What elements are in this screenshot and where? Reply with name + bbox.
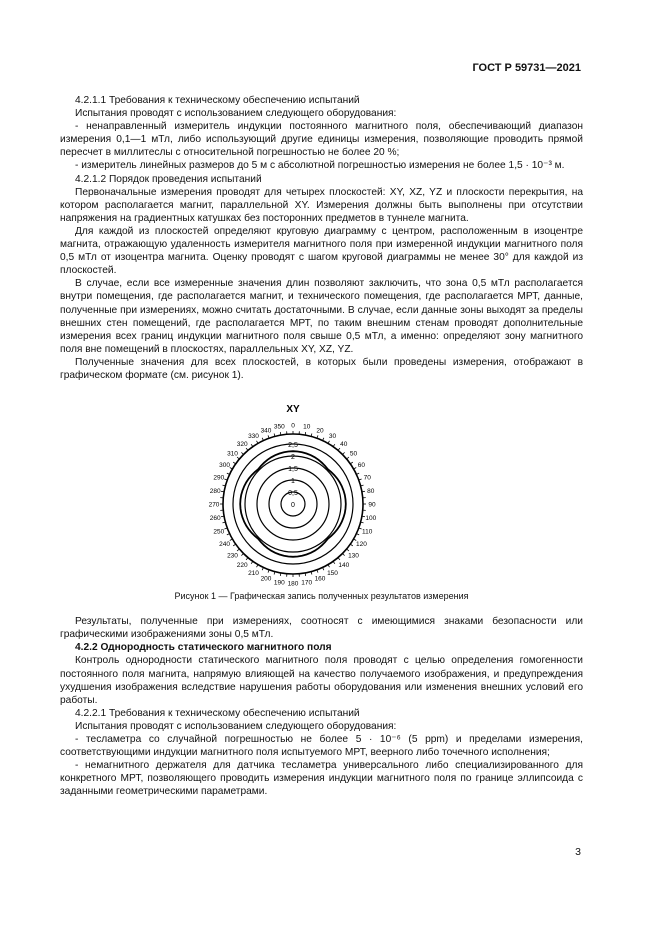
polar-tick (338, 448, 340, 450)
page-content (60, 94, 583, 798)
angle-label: 120 (355, 541, 367, 549)
polar-tick (241, 452, 243, 454)
paragraph: Полученные значения для всех плоскостей, в которых были проведены измерения, отображают в графическом формате (см. рисунок 1). (60, 356, 583, 381)
polar-tick (347, 549, 349, 551)
angle-label: 220 (236, 562, 248, 570)
paragraph: 4.2.2.1 Требования к техническому обеспечению испытаний (75, 707, 360, 719)
angle-label: 290 (213, 474, 225, 482)
angle-label: 280 (209, 487, 221, 495)
polar-tick (342, 452, 344, 454)
angle-label: 140 (338, 562, 350, 570)
polar-tick (237, 549, 239, 551)
angle-label: 70 (363, 474, 371, 482)
angle-label: 330 (248, 433, 259, 441)
document-id: ГОСТ Р 59731—2021 (472, 62, 581, 74)
figure-caption: Рисунок 1 — Графическая запись полученных результатов измерения (174, 591, 469, 602)
paragraph: 4.2.2 Однородность статического магнитного поля (75, 642, 332, 654)
angle-label: 40 (340, 441, 348, 449)
radial-label: 0,5 (288, 490, 298, 498)
angle-label: 320 (236, 441, 248, 449)
polar-tick (342, 554, 344, 556)
chart-title: XY (286, 404, 300, 416)
radial-label: 0 (291, 502, 295, 510)
polar-tick (338, 558, 340, 560)
paragraph: Контроль однородности статического магнитного поля проводят с целью определения гомогенности постоянного поля магнита, напрямую влияющей на качество получаемого изображения, и предупреждения ухудшения изображения вследствие нарушения работы оборудования или изменения внешних условий его работы. (60, 655, 583, 706)
angle-label: 0 (291, 422, 295, 430)
angle-label: 170 (301, 579, 313, 587)
angle-label: 150 (327, 569, 338, 577)
angle-label: 190 (273, 579, 285, 587)
angle-label: 20 (316, 427, 324, 435)
angle-label: 250 (213, 528, 225, 536)
polar-tick (305, 432, 306, 435)
angle-label: 160 (314, 575, 326, 583)
polar-tick (347, 457, 349, 459)
paragraph: 4.2.1.2 Порядок проведения испытаний (75, 173, 262, 185)
angle-label: 50 (349, 450, 358, 458)
polar-tick (221, 491, 224, 492)
radial-label: 2,5 (288, 442, 298, 450)
angle-label: 30 (328, 433, 337, 441)
page-number: 3 (575, 846, 581, 858)
angle-label: 100 (365, 515, 377, 523)
radial-label: 2 (291, 454, 295, 462)
angle-label: 340 (260, 427, 272, 435)
angle-label: 130 (348, 552, 359, 560)
angle-label: 80 (367, 487, 375, 495)
polar-tick (241, 554, 243, 556)
paragraph: 4.2.1.1 Требования к техническому обеспечению испытаний (75, 95, 360, 106)
angle-label: 10 (303, 423, 311, 431)
angle-label: 270 (208, 501, 220, 509)
paragraph: Испытания проводят с использованием следующего оборудования: (75, 108, 397, 120)
paragraph: - немагнитного держателя для датчика тесламетра универсального либо специализированного для конкретного МРТ, позволяющего проводить измерения индукции магнитного поля по границе эллипсоида с заданными геометрическими параметрами. (60, 760, 583, 798)
polar-figure (60, 400, 583, 588)
top-paragraphs (60, 94, 583, 382)
paragraph: Результаты, полученные при измерениях, соотносят с имеющимися знаками безопасности или графическими изображениями зоны 0,5 мТл. (60, 616, 583, 641)
paragraph: - тесламетра со случайной погрешностью не более 5 · 10⁻⁶ (5 ppm) и пределами измерения, соответствующими индукции магнитного поля испытуемого МРТ, веерного либо точечного исполнения; (60, 734, 583, 759)
angle-label: 260 (209, 515, 221, 523)
polar-chart (208, 400, 425, 588)
polar-tick (221, 516, 224, 517)
paragraph: - ненаправленный измеритель индукции постоянного магнитного поля, обеспечивающий диапазон измерения 0,1—1 мТл, либо использующий другие единицы измерения, позволяющие проводить прямой пересчет в миллитеслы с относительной погрешностью не более 20 %; (60, 121, 583, 159)
paragraph: - измеритель линейных размеров до 5 м с абсолютной погрешностью измерения не более 1,5 · 10⁻³ м. (75, 160, 565, 172)
angle-label: 350 (273, 423, 285, 431)
radial-label: 1,5 (288, 466, 298, 474)
angle-label: 110 (362, 528, 373, 536)
angle-label: 90 (368, 501, 376, 509)
bottom-paragraphs (60, 615, 583, 798)
polar-tick (246, 558, 248, 560)
polar-tick (280, 573, 281, 576)
polar-tick (246, 448, 248, 450)
paragraph: Испытания проводят с использованием следующего оборудования: (75, 720, 397, 732)
angle-label: 200 (260, 575, 272, 583)
angle-label: 210 (248, 569, 259, 577)
angle-label: 240 (219, 541, 231, 549)
radial-label: 1 (291, 478, 295, 486)
angle-label: 300 (219, 462, 231, 470)
angle-label: 310 (227, 450, 238, 458)
polar-tick (305, 573, 306, 576)
polar-tick (280, 432, 281, 435)
angle-label: 180 (287, 580, 299, 588)
paragraph: Для каждой из плоскостей определяют круговую диаграмму с центром, расположенным в изоцентре магнита, отражающую удаленность измерителя магнитного поля при измеренной индукции магнитного поля 0,5 мТл от изоцентра магнита. Оценку проводят с шагом круговой диаграммы не менее 30° для каждой из плоскостей. (60, 225, 583, 277)
paragraph: В случае, если все измеренные значения длин позволяют заключить, что зона 0,5 мТл располагается внутри помещения, где располагается магнит, и технического помещения, где располагается МРТ, данные, полученные при измерениях, можно считать достаточными. В случае, если данные зоны выходят за пределы внешних стен помещений, где располагается МРТ, по таким внешним стенам проводят дополнительные измерения всех границ индукции магнитного поля свыше 0,5 мТл, а именно: определяют зону магнитного поля вне помещений в плоскостях, параллельных XY, XZ, YZ. (60, 278, 583, 355)
angle-label: 230 (227, 552, 238, 560)
paragraph: Первоначальные измерения проводят для четырех плоскостей: XY, XZ, YZ и плоскости перекрытия, на котором располагается магнит, параллельной XY. Измерения должны быть выполнены при отсутствии напряжения на градиентных катушках без посторонних предметов в туннеле магнита. (60, 186, 583, 224)
angle-label: 60 (357, 462, 366, 470)
polar-tick (362, 491, 365, 492)
